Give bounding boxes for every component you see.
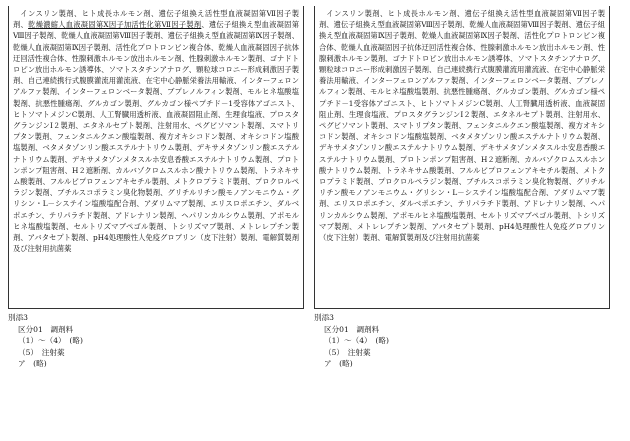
right-subitems-omitted: （1）～（4） (略) (324, 336, 389, 346)
left-item-a-omitted: ア (略) (18, 359, 47, 369)
left-following-section (8, 312, 304, 370)
right-item-a-omitted: ア (略) (324, 359, 353, 369)
left-section-heading: 区分01 調剤料 (18, 324, 74, 334)
right-column-current (314, 6, 610, 370)
left-drug-list-part2: 、遺伝子組換え型血液凝固第Ⅷ因子製剤、乾燥人血液凝固第Ⅷ因子製剤、遺伝子組換え型血液凝固第Ⅸ因子製剤、乾燥人血液凝固第Ⅸ因子製剤、活性化プロトロンビン複合体、乾燥人血液凝固因子抗体迂回活性複合体、性腺刺激ホルモン放出ホルモン剤、性腺刺激ホルモン製剤、ゴナドトロピン放出ホルモン誘導体、ソマトスタチンアナログ、顆粒球コロニー形成刺激因子製剤、自己連続携行式腹膜灌流用灌流液、在宅中心静脈栄養法用輸液、インターフェロンアルファ製剤、インターフェロンベータ製剤、ブプレノルフィン製剤、モルヒネ塩酸塩製剤、抗悪性腫瘍剤、グルカゴン製剤、グルカゴン様ペプチド－1受容体アゴニスト、ヒトソマトメジンC製剤、人工腎臓用透析液、血液凝固阻止剤、生理食塩液、プロスタグランジンI２製剤、エタネルセプト製剤、注射用水、ペグビソマント製剤、スマトリプタン製剤、フェンタニルクエン酸塩製剤、複方オキシコドン製剤、オキシコドン塩酸塩製剤、ベタメタゾンリン酸エステルナトリウム製剤、デキサメタゾンリン酸エステルナトリウム製剤、デキサメタゾンメタスルホ安息香酸エステルナトリウム製剤、プロトンポンプ阻害剤、H２遮断剤、カルバゾクロムスルホン酸ナトリウム製剤、トラネキサム酸製剤、フルルビプロフェンアキセチル製剤、メトクロプラミド製剤、プロクロルペラジン製剤、ブチルスコポラミン臭化物製剤、グリチルリチン酸モノアンモニウム・グリシン・L－システイン塩酸塩配合剤、アダリムマブ製剤、エリスロポエチン、ダルベポエチン、テリパラチド製剤、アドレナリン製剤、ヘパリンカルシウム製剤、アポモルヒネ塩酸塩製剤、セルトリズマブペゴル製剤、トシリズマブ製剤、メトレレプチン製剤、アバタセプト製剤、pH4処理酸性人免疫グロブリン（皮下注射）製剤、電解質製剤及び注射用抗菌薬 (13, 20, 300, 254)
left-column-revised (8, 6, 304, 370)
left-drug-list (13, 8, 299, 254)
right-attachment-label: 別添3 (314, 313, 335, 322)
comparison-columns (0, 6, 630, 370)
left-attachment-label: 別添3 (8, 313, 29, 322)
left-drug-list-part1: インスリン製剤、ヒト成長ホルモン剤、遺伝子組換え活性型血液凝固第Ⅶ因子製剤、 (13, 9, 299, 30)
right-following-section (314, 312, 610, 370)
right-injection-heading: （5） 注射薬 (324, 347, 371, 357)
left-table-cell (8, 6, 304, 309)
right-table-cell (314, 6, 610, 309)
right-section-heading: 区分01 調剤料 (324, 324, 380, 334)
left-subitems-omitted: （1）～（4） (略) (18, 336, 83, 346)
left-underlined-amendment: 乾燥濃縮人血液凝固第Ⅹ因子加活性化第Ⅶ因子製剤 (28, 20, 202, 30)
left-injection-heading: （5） 注射薬 (18, 347, 65, 357)
right-drug-list: インスリン製剤、ヒト成長ホルモン剤、遺伝子組換え活性型血液凝固第Ⅶ因子製剤、遺伝子組換え型血液凝固第Ⅷ因子製剤、乾燥人血液凝固第Ⅷ因子製剤、遺伝子組換え型血液凝固第Ⅸ因子製剤、乾燥人血液凝固第Ⅸ因子製剤、活性化プロトロンビン複合体、乾燥人血液凝固因子抗体迂回活性複合体、性腺刺激ホルモン放出ホルモン剤、性腺刺激ホルモン製剤、ゴナドトロピン放出ホルモン誘導体、ソマトスタチンアナログ、顆粒球コロニー形成刺激因子製剤、自己連続携行式腹膜灌流用灌流液、在宅中心静脈栄養法用輸液、インターフェロンアルファ製剤、インターフェロンベータ製剤、ブプレノルフィン製剤、モルヒネ塩酸塩製剤、抗悪性腫瘍剤、グルカゴン製剤、グルカゴン様ペプチド－1受容体アゴニスト、ヒトソマトメジンC製剤、人工腎臓用透析液、血液凝固阻止剤、生理食塩液、プロスタグランジンI２製剤、エタネルセプト製剤、注射用水、ペグビソマント製剤、スマトリプタン製剤、フェンタニルクエン酸塩製剤、複方オキシコドン製剤、オキシコドン塩酸塩製剤、ベタメタゾンリン酸エステルナトリウム製剤、デキサメタゾンリン酸エステルナトリウム製剤、デキサメタゾンメタスルホ安息香酸エステルナトリウム製剤、プロトンポンプ阻害剤、H２遮断剤、カルバゾクロムスルホン酸ナトリウム製剤、トラネキサム酸製剤、フルルビプロフェンアキセチル製剤、メトクロプラミド製剤、プロクロルペラジン製剤、ブチルスコポラミン臭化物製剤、グリチルリチン酸モノアンモニウム・グリシン・L－システイン塩酸塩配合剤、アダリムマブ製剤、エリスロポエチン、ダルベポエチン、テリパラチド製剤、アドレナリン製剤、ヘパリンカルシウム製剤、アポモルヒネ塩酸塩製剤、セルトリズマブペゴル製剤、トシリズマブ製剤、メトレレプチン製剤、アバタセプト製剤、pH4処理酸性人免疫グロブリン（皮下注射）製剤、電解質製剤及び注射用抗菌薬 (319, 9, 605, 243)
